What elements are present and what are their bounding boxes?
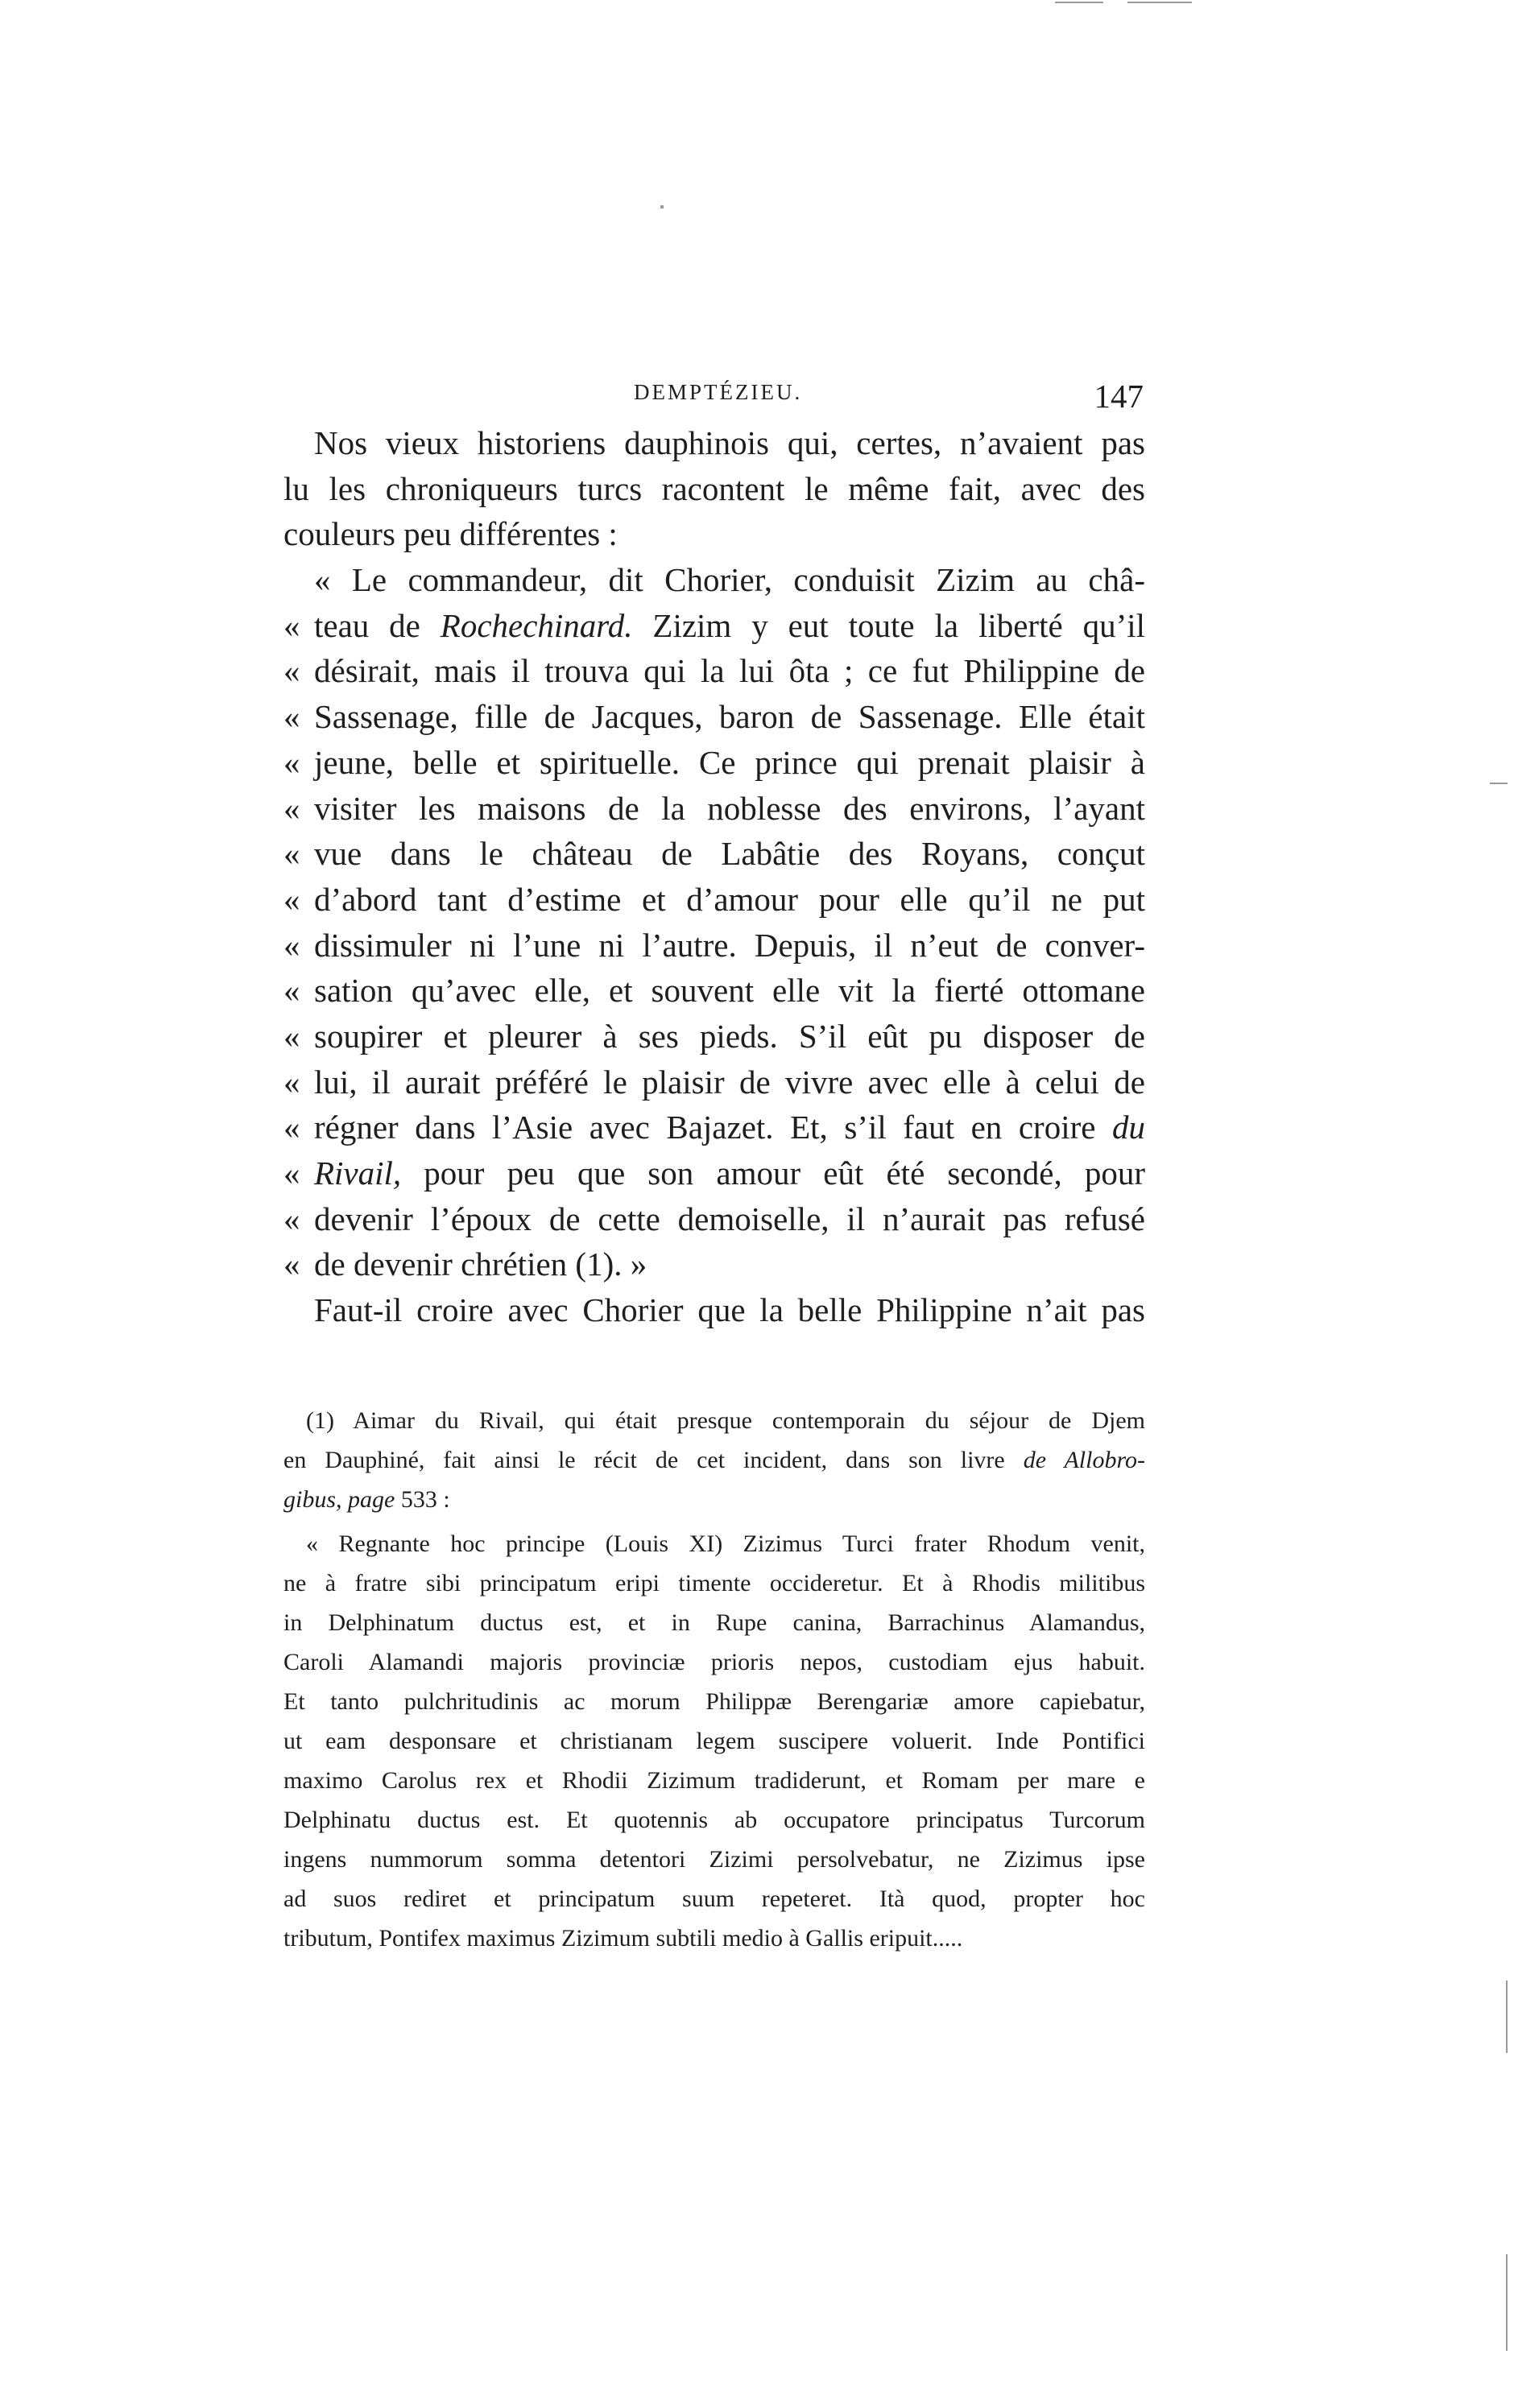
footnote-line: ut eam desponsare et christianam legem suscipere voluerit. Inde Pontifici bbox=[283, 1728, 1145, 1754]
quote-line: « de devenir chrétien (1). » bbox=[283, 1241, 1145, 1287]
quote-mark: « bbox=[283, 743, 300, 781]
footnote-line: en Dauphiné, fait ainsi le récit de cet incident, dans son livre de Allobro- bbox=[283, 1447, 1145, 1473]
quote-line: « vue dans le château de Labâtie des Royans, conçut bbox=[283, 831, 1145, 877]
quote-line: « Sassenage, fille de Jacques, baron de Sassenage. Elle était bbox=[283, 694, 1145, 740]
scan-edge-mark bbox=[1127, 2, 1192, 3]
footnote-line: gibus, page 533 : bbox=[283, 1486, 450, 1513]
quote-line: « Le commandeur, dit Chorier, conduisit Zizim au châ- bbox=[314, 561, 1145, 599]
quote-line: « dissimuler ni l’une ni l’autre. Depuis, il n’eut de conver- bbox=[283, 923, 1145, 969]
quote-line: « jeune, belle et spirituelle. Ce prince qui prenait plaisir à bbox=[283, 740, 1145, 786]
footnote-line: « Regnante hoc principe (Louis XI) Zizimus Turci frater Rhodum venit, bbox=[306, 1530, 1145, 1557]
quote-line: « sation qu’avec elle, et souvent elle vit la fierté ottomane bbox=[283, 968, 1145, 1014]
quote-mark: « bbox=[283, 1063, 300, 1101]
quote-line: « Rivail, pour peu que son amour eût été secondé, pour bbox=[283, 1150, 1145, 1196]
footnote-line: tributum, Pontifex maximus Zizimum subtili medio à Gallis eripuit..... bbox=[283, 1925, 963, 1952]
footnote-line: maximo Carolus rex et Rhodii Zizimum tradiderunt, et Romam per mare e bbox=[283, 1767, 1145, 1794]
quote-line: « soupirer et pleurer à ses pieds. S’il eût pu disposer de bbox=[283, 1014, 1145, 1059]
footnote-line: Delphinatu ductus est. Et quotennis ab occupatore principatus Turcorum bbox=[283, 1807, 1145, 1833]
page-header bbox=[283, 377, 1145, 417]
quote-mark: « bbox=[283, 926, 300, 964]
quote-line: « teau de Rochechinard. Zizim y eut toute la liberté qu’il bbox=[283, 603, 1145, 649]
quote-mark: « bbox=[283, 1200, 300, 1237]
footnote-line: in Delphinatum ductus est, et in Rupe canina, Barrachinus Alamandus, bbox=[283, 1609, 1145, 1636]
scan-edge-mark bbox=[1506, 1981, 1508, 2053]
quote-mark: « bbox=[283, 880, 300, 918]
footnote bbox=[283, 1401, 1145, 1958]
quote-mark: « bbox=[283, 835, 300, 873]
text-line: lu les chroniqueurs turcs racontent le même fait, avec des bbox=[283, 469, 1145, 507]
footnote-line: ad suos rediret et principatum suum repeteret. Ità quod, propter hoc bbox=[283, 1886, 1145, 1912]
quote-mark: « bbox=[283, 972, 300, 1010]
text-line: Faut-il croire avec Chorier que la belle Philippine n’ait pas bbox=[314, 1291, 1145, 1329]
scan-edge-mark bbox=[1506, 2254, 1508, 2351]
footnote-line: Et tanto pulchritudinis ac morum Philippæ Berengariæ amore capiebatur, bbox=[283, 1688, 1145, 1715]
quote-line: « visiter les maisons de la noblesse des environs, l’ayant bbox=[283, 786, 1145, 832]
footnote-line: Caroli Alamandi majoris provinciæ prioris nepos, custodiam ejus habuit. bbox=[283, 1649, 1145, 1675]
quote-mark: « bbox=[283, 1245, 300, 1283]
text-line: couleurs peu différentes : bbox=[283, 515, 618, 553]
page-number: 147 bbox=[1094, 378, 1144, 415]
footnote-line: ingens nummorum somma detentori Zizimi persolvebatur, ne Zizimus ipse bbox=[283, 1846, 1145, 1873]
quote-mark: « bbox=[283, 1154, 300, 1192]
quote-line: « lui, il aurait préféré le plaisir de vivre avec elle à celui de bbox=[283, 1059, 1145, 1105]
quote-mark: « bbox=[283, 1017, 300, 1055]
running-head: DEMPTÉZIEU. bbox=[634, 380, 803, 404]
text-line: Nos vieux historiens dauphinois qui, certes, n’avaient pas bbox=[314, 424, 1145, 461]
main-text bbox=[283, 420, 1145, 1333]
quote-line: « devenir l’époux de cette demoiselle, il n’aurait pas refusé bbox=[283, 1196, 1145, 1242]
footnote-line: (1) Aimar du Rivail, qui était presque contemporain du séjour de Djem bbox=[306, 1407, 1145, 1434]
scan-speck bbox=[1490, 783, 1508, 784]
scan-edge-mark bbox=[1055, 2, 1103, 3]
quote-mark: « bbox=[283, 1109, 300, 1146]
quote-line: « régner dans l’Asie avec Bajazet. Et, s’il faut en croire du bbox=[283, 1105, 1145, 1150]
quote-mark: « bbox=[283, 606, 300, 644]
quote-line: « d’abord tant d’estime et d’amour pour elle qu’il ne put bbox=[283, 877, 1145, 923]
quote-mark: « bbox=[283, 652, 300, 690]
quote-mark: « bbox=[283, 698, 300, 736]
quote-mark: « bbox=[283, 789, 300, 827]
scan-speck bbox=[660, 205, 664, 209]
footnote-line: ne à fratre sibi principatum eripi timente occideretur. Et à Rhodis militibus bbox=[283, 1570, 1145, 1596]
quote-line: « désirait, mais il trouva qui la lui ôta ; ce fut Philippine de bbox=[283, 648, 1145, 694]
